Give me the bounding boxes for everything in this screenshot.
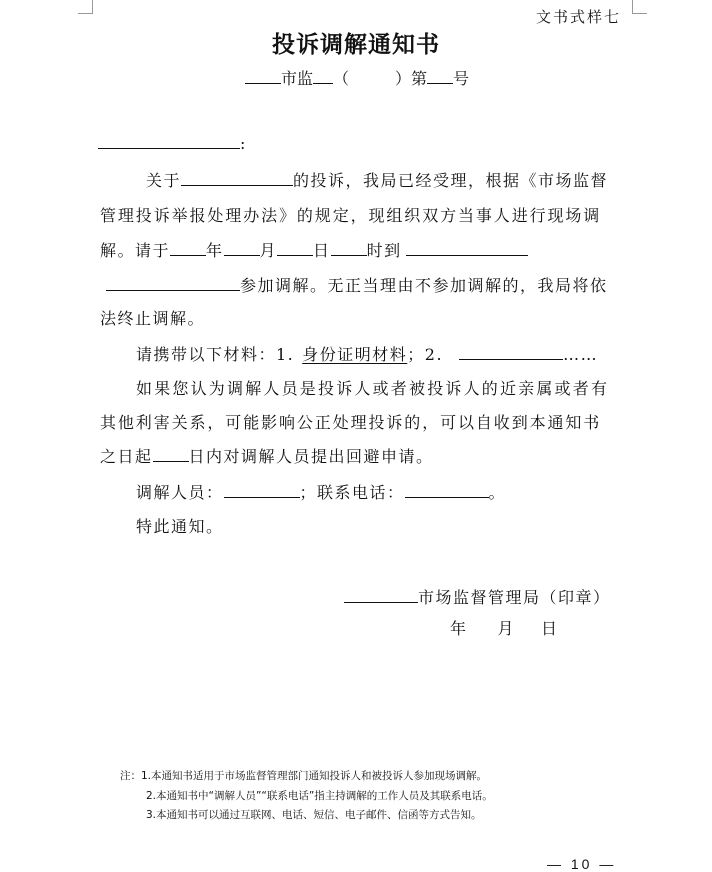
material-item: 身份证明材料	[302, 345, 408, 364]
page-corner-mark	[632, 0, 647, 14]
blank-field	[331, 239, 367, 256]
document-number-line: 市监 （ ）第 号	[245, 66, 469, 89]
paragraph-line: 之日起 日内对调解人员提出回避申请。	[100, 447, 434, 466]
blank-field	[181, 169, 293, 186]
blank-field	[245, 67, 281, 84]
blank-field	[277, 239, 313, 256]
paragraph-line: 关于 的投诉，我局已经受理，根据《市场监督	[146, 171, 609, 190]
blank-field	[224, 481, 300, 498]
blank-field	[98, 132, 240, 149]
footnote: 3.本通知书可以通过互联网、电话、短信、电子邮件、信函等方式告知。	[146, 809, 482, 821]
addressee-line: :	[98, 132, 245, 153]
footnote: 注：1.本通知书适用于市场监督管理部门通知投诉人和被投诉人参加现场调解。	[120, 770, 488, 782]
contact-line: 调解人员： ；联系电话： 。	[136, 483, 507, 502]
document-title: 投诉调解通知书	[272, 31, 440, 58]
blank-field	[427, 67, 453, 84]
page-corner-mark	[78, 0, 93, 14]
blank-field	[224, 239, 260, 256]
blank-field	[170, 239, 206, 256]
paragraph-line: 参加调解。无正当理由不参加调解的，我局将依	[106, 273, 608, 296]
blank-field	[459, 343, 563, 360]
closing-text: 特此通知。	[136, 517, 224, 536]
date-line: 年 月 日	[450, 619, 559, 638]
paragraph-line: 其他利害关系，可能影响公正处理投诉的，可以自收到本通知书	[100, 413, 602, 432]
blank-field	[405, 481, 489, 498]
paragraph-line: 法终止调解。	[100, 309, 206, 328]
paragraph-line: 如果您认为调解人员是投诉人或者被投诉人的近亲属或者有	[136, 379, 610, 398]
page-number: — 10 —	[547, 856, 617, 872]
signature-line: 市场监督管理局（印章）	[344, 585, 611, 608]
blank-field	[344, 586, 418, 603]
paragraph-line: 管理投诉举报处理办法》的规定，现组织双方当事人进行现场调	[100, 206, 602, 225]
document-type-label: 文书式样七	[536, 8, 622, 26]
blank-field	[406, 239, 528, 256]
materials-line: 请携带以下材料：1. 身份证明材料；2. ……	[136, 345, 599, 364]
blank-field	[106, 274, 240, 291]
paragraph-line: 解。请于 年 月 日 时到	[100, 238, 528, 261]
blank-field	[313, 67, 333, 84]
blank-field	[153, 445, 189, 462]
footnote: 2.本通知书中“调解人员”“联系电话”指主持调解的工作人员及其联系电话。	[146, 790, 493, 802]
